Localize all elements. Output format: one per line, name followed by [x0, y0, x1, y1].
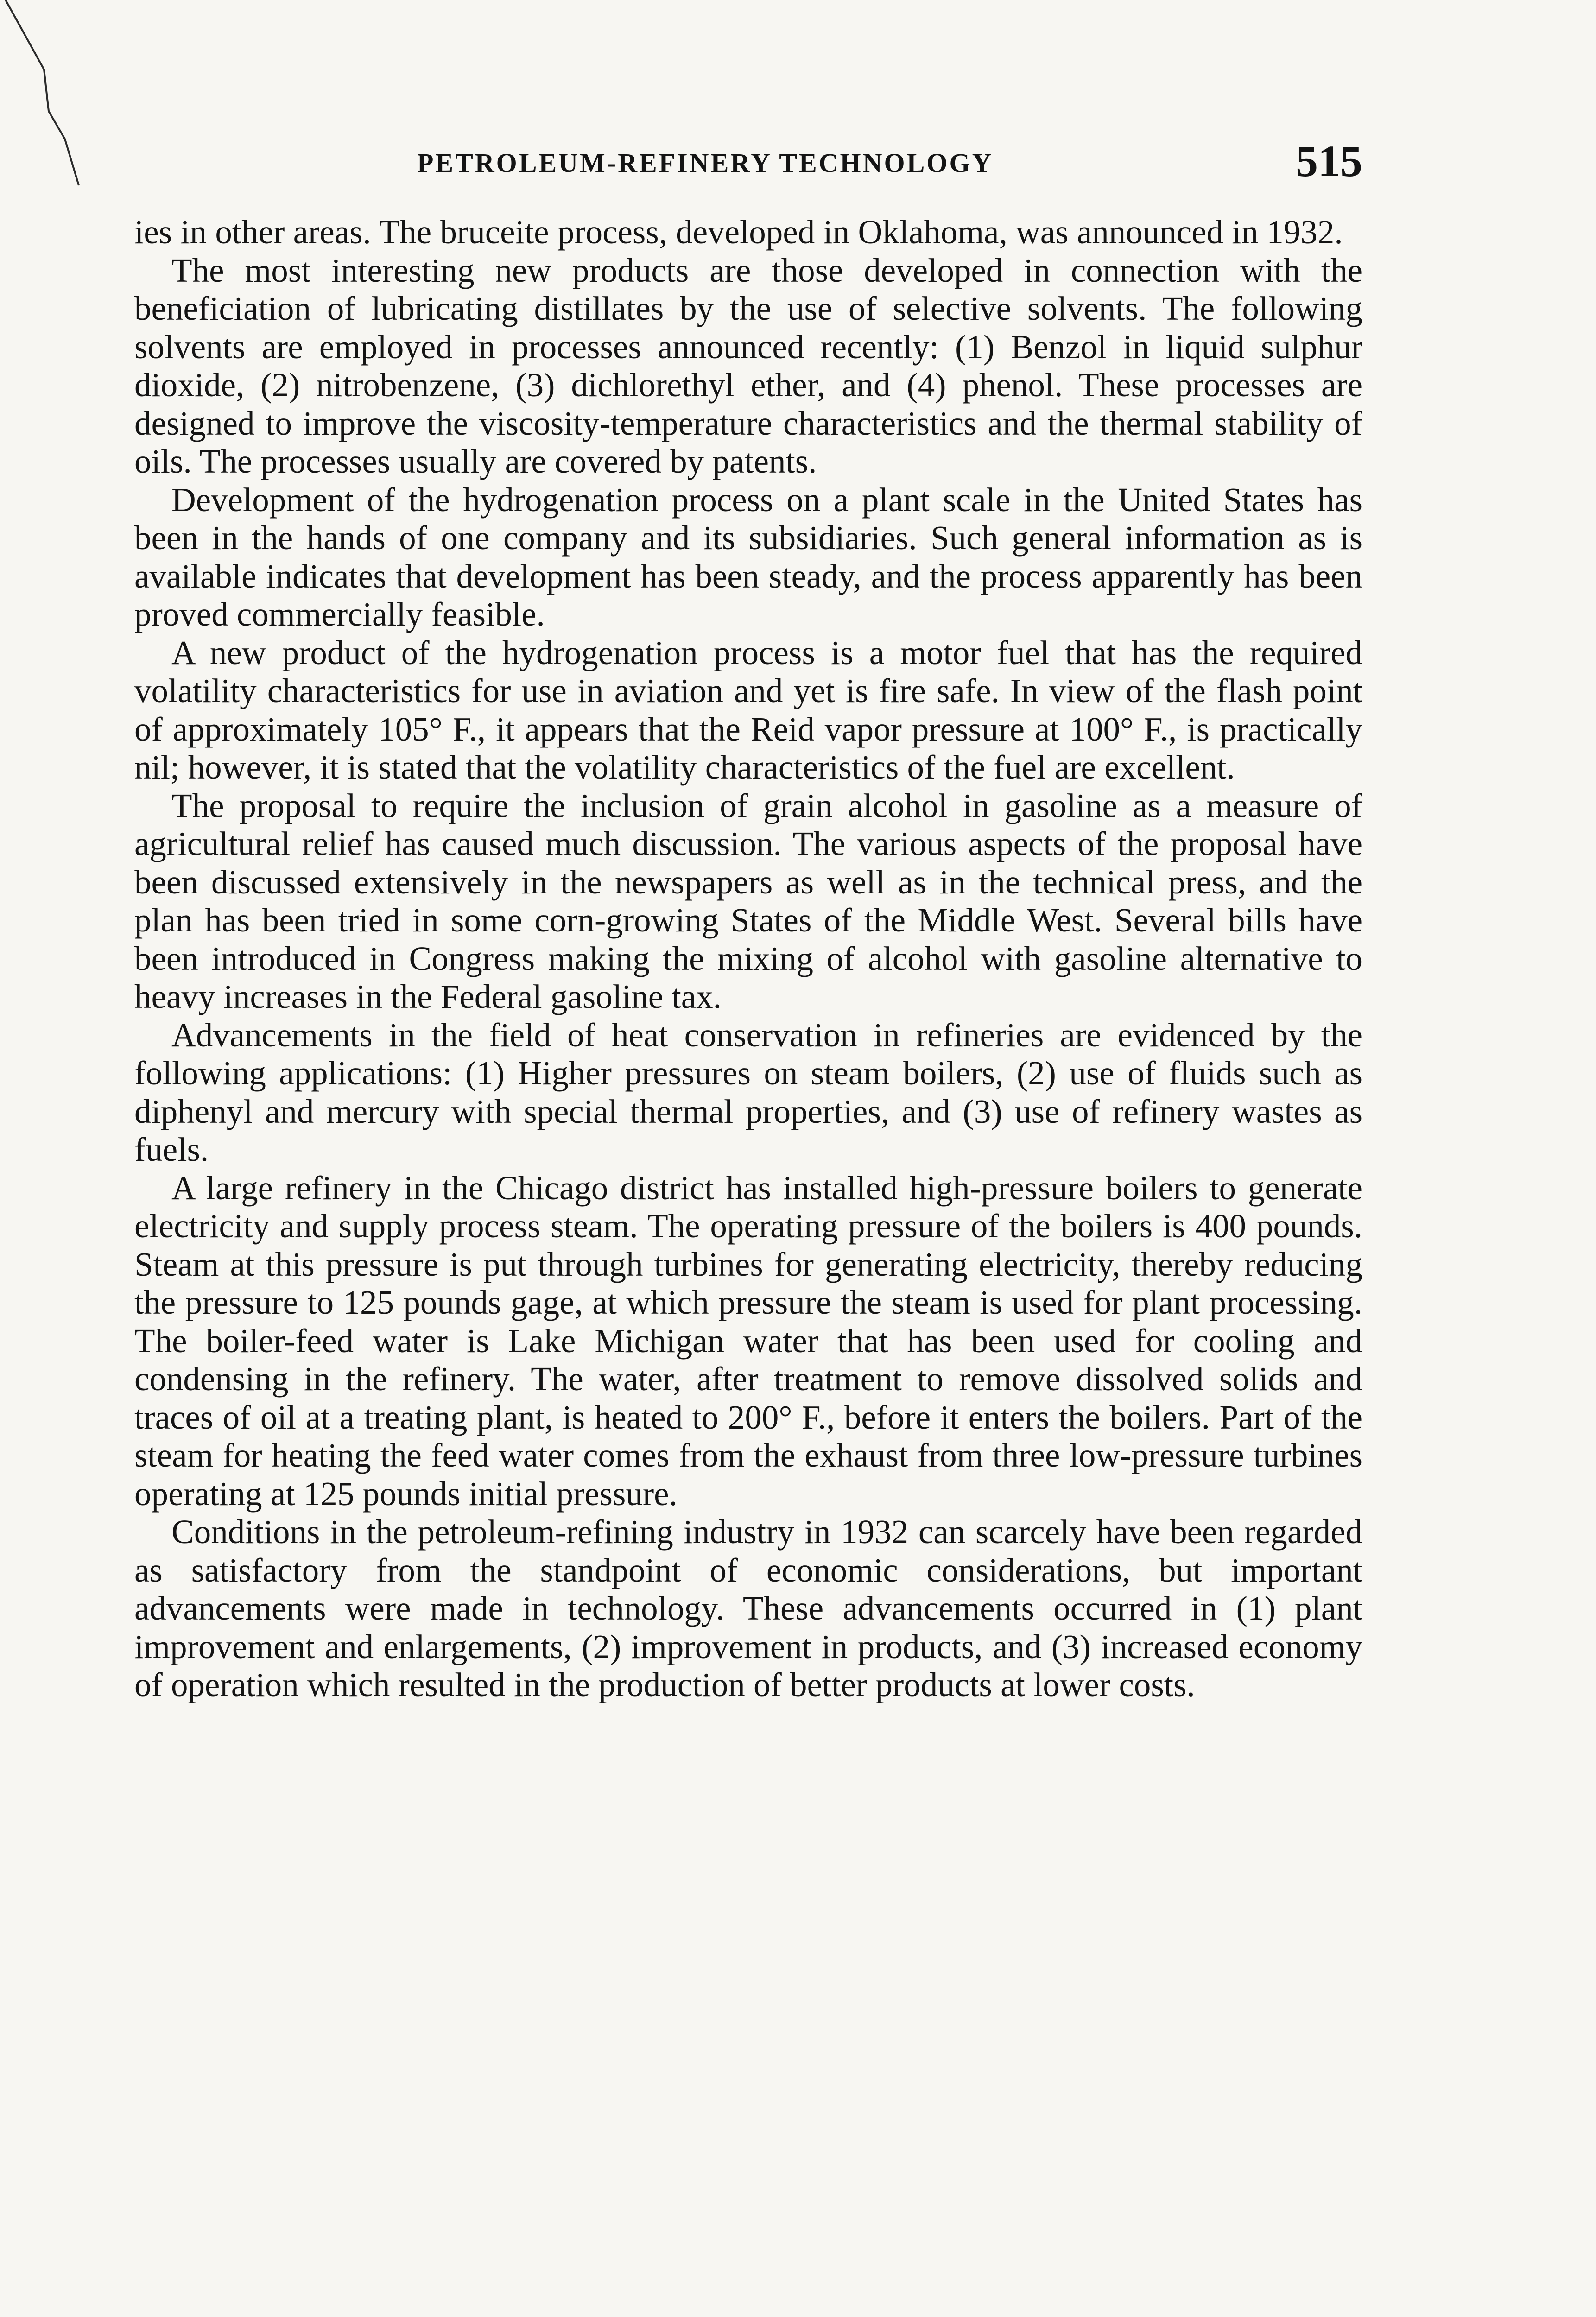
running-head: PETROLEUM-REFINERY TECHNOLOGY: [417, 148, 994, 178]
paragraph-motor-fuel: A new product of the hydrogenation process is a motor fuel that has the required volatility characteristics for use in aviation and yet is fire safe. In view of the flash point of approximately 105° F., it appears that the Reid vapor pressure at 100° F., is practically nil; however, it is stated that the volatility characteristics of the fuel are excellent.: [134, 633, 1362, 786]
scan-artifact-line: [0, 0, 139, 222]
paragraph-chicago-refinery: A large refinery in the Chicago district has installed high-pressure boilers to generate electricity and supply process steam. The operating pressure of the boilers is 400 pounds. Steam at this pressure is put through turbines for generating electricity, thereby reducing the pressure to 125 pounds gage, at which pressure the steam is used for plant processing. The boiler-feed water is Lake Michigan water that has been used for cooling and condensing in the refinery. The water, after treatment to remove dissolved solids and traces of oil at a treating plant, is heated to 200° F., before it enters the boilers. Part of the steam for heating the feed water comes from the exhaust from three low-pressure turbines operating at 125 pounds initial pressure.: [134, 1169, 1362, 1513]
page-header: [134, 136, 1362, 195]
paragraph-heat-conservation: Advancements in the field of heat conservation in refineries are evidenced by the following applications: (1) Higher pressures on steam boilers, (2) use of fluids such as diphenyl and mercury with special thermal properties, and (3) use of refinery wastes as fuels.: [134, 1016, 1362, 1168]
paragraph-continuation: ies in other areas. The bruceite process, developed in Oklahoma, was announced in 1932.: [134, 213, 1343, 251]
page-number: 515: [1296, 136, 1362, 186]
paragraph-selective-solvents: The most interesting new products are those developed in connection with the beneficiation of lubricating distillates by the use of selective solvents. The following solvents are employed in processes announced recently: (1) Benzol in liquid sulphur dioxide, (2) nitrobenzene, (3) dichlorethyl ether, and (4) phenol. These processes are designed to improve the viscosity-temperature characteristics and the thermal stability of oils. The processes usually are covered by patents.: [134, 251, 1362, 480]
paragraph-grain-alcohol: The proposal to require the inclusion of grain alcohol in gasoline as a measure of agricultural relief has caused much discussion. The various aspects of the proposal have been discussed extensively in the newspapers as well as in the technical press, and the plan has been tried in some corn-growing States of the Middle West. Several bills have been introduced in Congress making the mixing of alcohol with gasoline alternative to heavy increases in the Federal gasoline tax.: [134, 786, 1362, 1015]
paragraph-conditions-1932: Conditions in the petroleum-refining industry in 1932 can scarcely have been regarded as satisfactory from the standpoint of economic considerations, but important advancements were made in technology. These advancements occurred in (1) plant improvement and enlargements, (2) improvement in products, and (3) increased economy of operation which resulted in the production of better products at lower costs.: [134, 1513, 1362, 1703]
body-text: [134, 213, 1362, 1704]
paragraph-hydrogenation-development: Development of the hydrogenation process on a plant scale in the United States has been in the hands of one company and its subsidiaries. Such general information as is available indicates that development has been steady, and the process apparently has been proved commercially feasible.: [134, 481, 1362, 633]
